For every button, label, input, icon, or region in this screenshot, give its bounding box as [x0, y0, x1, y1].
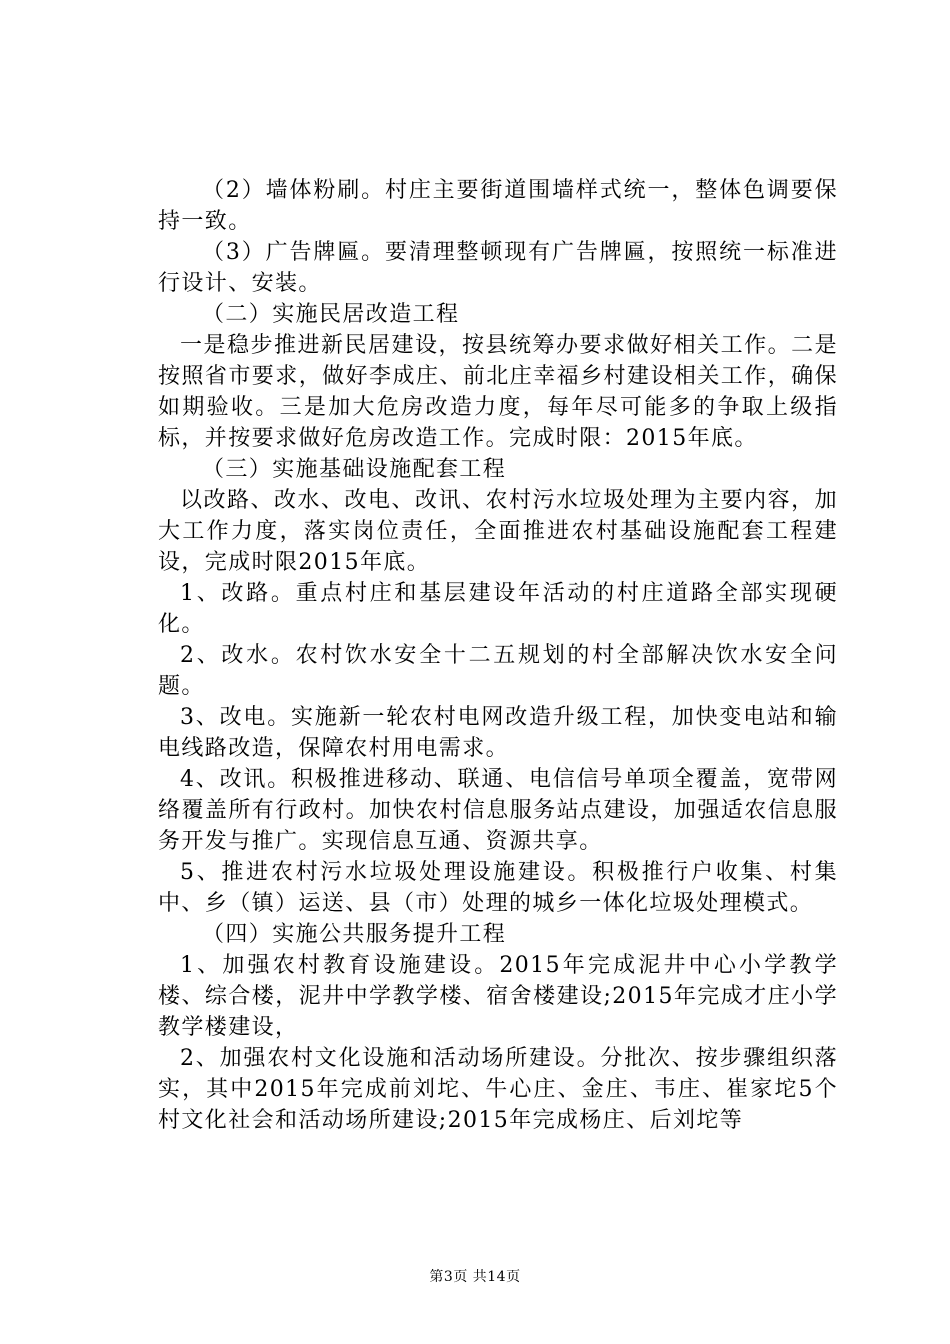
section-heading-public-service: （四）实施公共服务提升工程 [202, 922, 507, 947]
paragraph-water: 2、改水。农村饮水安全十二五规划的村全部解决饮水安全问题。 [158, 643, 838, 699]
paragraph-telecom: 4、改讯。积极推进移动、联通、电信信号单项全覆盖，宽带网络覆盖所有行政村。加快农村信息服务站点建设，加强适农信息服务开发与推广。实现信息互通、资源共享。 [158, 767, 838, 854]
paragraph-wall-painting: （2）墙体粉刷。村庄主要街道围墙样式统一，整体色调要保持一致。 [158, 178, 838, 234]
paragraph-electricity: 3、改电。实施新一轮农村电网改造升级工程，加快变电站和输电线路改造，保障农村用电需求。 [158, 705, 838, 761]
paragraph-culture: 2、加强农村文化设施和活动场所建设。分批次、按步骤组织落实，其中2015年完成前刘坨、牛心庄、金庄、韦庄、崔家坨5个村文化社会和活动场所建设;2015年完成杨庄、后刘坨等 [158, 1046, 838, 1133]
document-body [158, 175, 838, 1136]
section-heading-housing: （二）实施民居改造工程 [202, 302, 460, 327]
paragraph-waste: 5、推进农村污水垃圾处理设施建设。积极推行户收集、村集中、乡（镇）运送、县（市）处理的城乡一体化垃圾处理模式。 [158, 860, 838, 916]
paragraph-infrastructure: 以改路、改水、改电、改讯、农村污水垃圾处理为主要内容，加大工作力度，落实岗位责任，全面推进农村基础设施配套工程建设，完成时限2015年底。 [158, 488, 838, 575]
paragraph-education: 1、加强农村教育设施建设。2015年完成泥井中心小学教学楼、综合楼，泥井中学教学楼、宿舍楼建设;2015年完成才庄小学教学楼建设， [158, 953, 838, 1040]
page-number-footer: 第3页 共14页 [429, 1269, 521, 1285]
paragraph-roads: 1、改路。重点村庄和基层建设年活动的村庄道路全部实现硬化。 [158, 581, 838, 637]
section-heading-infrastructure: （三）实施基础设施配套工程 [202, 457, 507, 482]
paragraph-signboards: （3）广告牌匾。要清理整顿现有广告牌匾，按照统一标准进行设计、安装。 [158, 240, 838, 296]
paragraph-housing: 一是稳步推进新民居建设，按县统筹办要求做好相关工作。二是按照省市要求，做好李成庄、前北庄幸福乡村建设相关工作，确保如期验收。三是加大危房改造力度，每年尽可能多的争取上级指标，并按要求做好危房改造工作。完成时限：2015年底。 [158, 333, 838, 451]
